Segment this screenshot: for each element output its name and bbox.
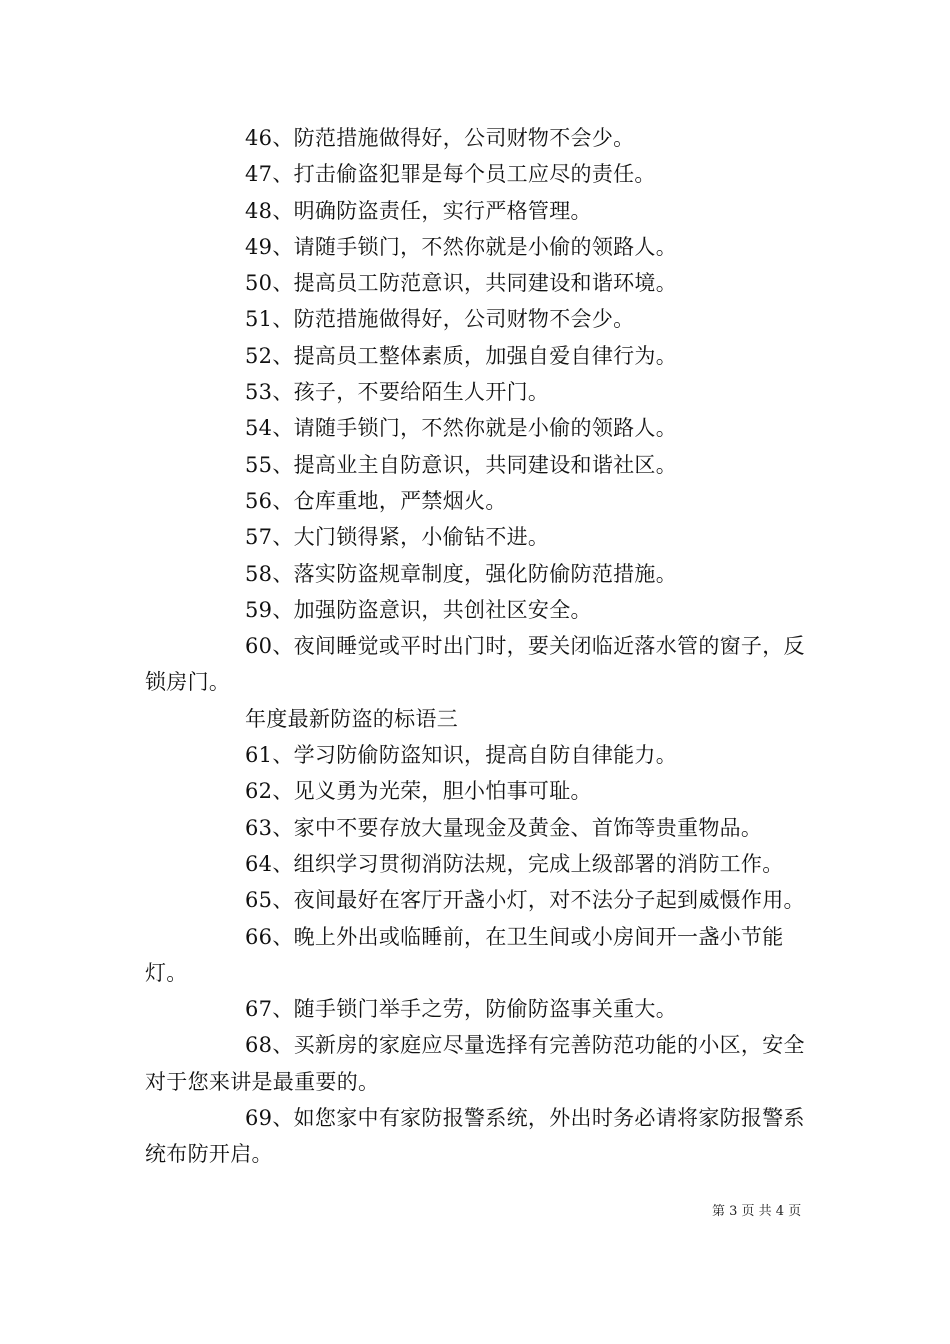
paragraph: 67、随手锁门举手之劳，防偷防盗事关重大。 [245,997,678,1022]
paragraph: 51、防范措施做得好，公司财物不会少。 [245,307,635,332]
paragraph: 60、夜间睡觉或平时出门时，要关闭临近落水管的窗子，反锁房门。 [145,634,805,695]
paragraph: 54、请随手锁门，不然你就是小偷的领路人。 [245,416,678,441]
paragraph: 65、夜间最好在客厅开盏小灯，对不法分子起到威慑作用。 [245,888,805,913]
paragraph: 52、提高员工整体素质，加强自爱自律行为。 [245,343,678,368]
document-body [145,120,815,1173]
paragraph: 68、买新房的家庭应尽量选择有完善防范功能的小区，安全对于您来讲是最重要的。 [145,1033,805,1094]
paragraph: 61、学习防偷防盗知识，提高自防自律能力。 [245,743,678,768]
paragraph: 58、落实防盗规章制度，强化防偷防范措施。 [245,561,678,586]
paragraph: 56、仓库重地，严禁烟火。 [245,488,507,513]
paragraph: 48、明确防盗责任，实行严格管理。 [245,198,592,223]
paragraph: 66、晚上外出或临睡前，在卫生间或小房间开一盏小节能灯。 [145,924,784,985]
paragraph: 57、大门锁得紧，小偷钻不进。 [245,525,550,550]
paragraph: 53、孩子，不要给陌生人开门。 [245,380,550,405]
paragraph: 46、防范措施做得好，公司财物不会少。 [245,126,635,150]
paragraph: 47、打击偷盗犯罪是每个员工应尽的责任。 [245,162,656,187]
paragraph: 63、家中不要存放大量现金及黄金、首饰等贵重物品。 [245,815,763,840]
section-heading: 年度最新防盗的标语三 [245,706,458,731]
paragraph: 59、加强防盗意识，共创社区安全。 [245,597,592,622]
paragraph: 49、请随手锁门，不然你就是小偷的领路人。 [245,234,678,259]
paragraph: 50、提高员工防范意识，共同建设和谐环境。 [245,271,678,296]
paragraph: 69、如您家中有家防报警系统，外出时务必请将家防报警系统布防开启。 [145,1106,805,1167]
paragraph: 64、组织学习贯彻消防法规，完成上级部署的消防工作。 [245,851,784,876]
paragraph: 55、提高业主自防意识，共同建设和谐社区。 [245,452,678,477]
paragraph: 62、见义勇为光荣，胆小怕事可耻。 [245,779,592,804]
page-number-footer: 第 3 页 共 4 页 [712,1204,802,1219]
